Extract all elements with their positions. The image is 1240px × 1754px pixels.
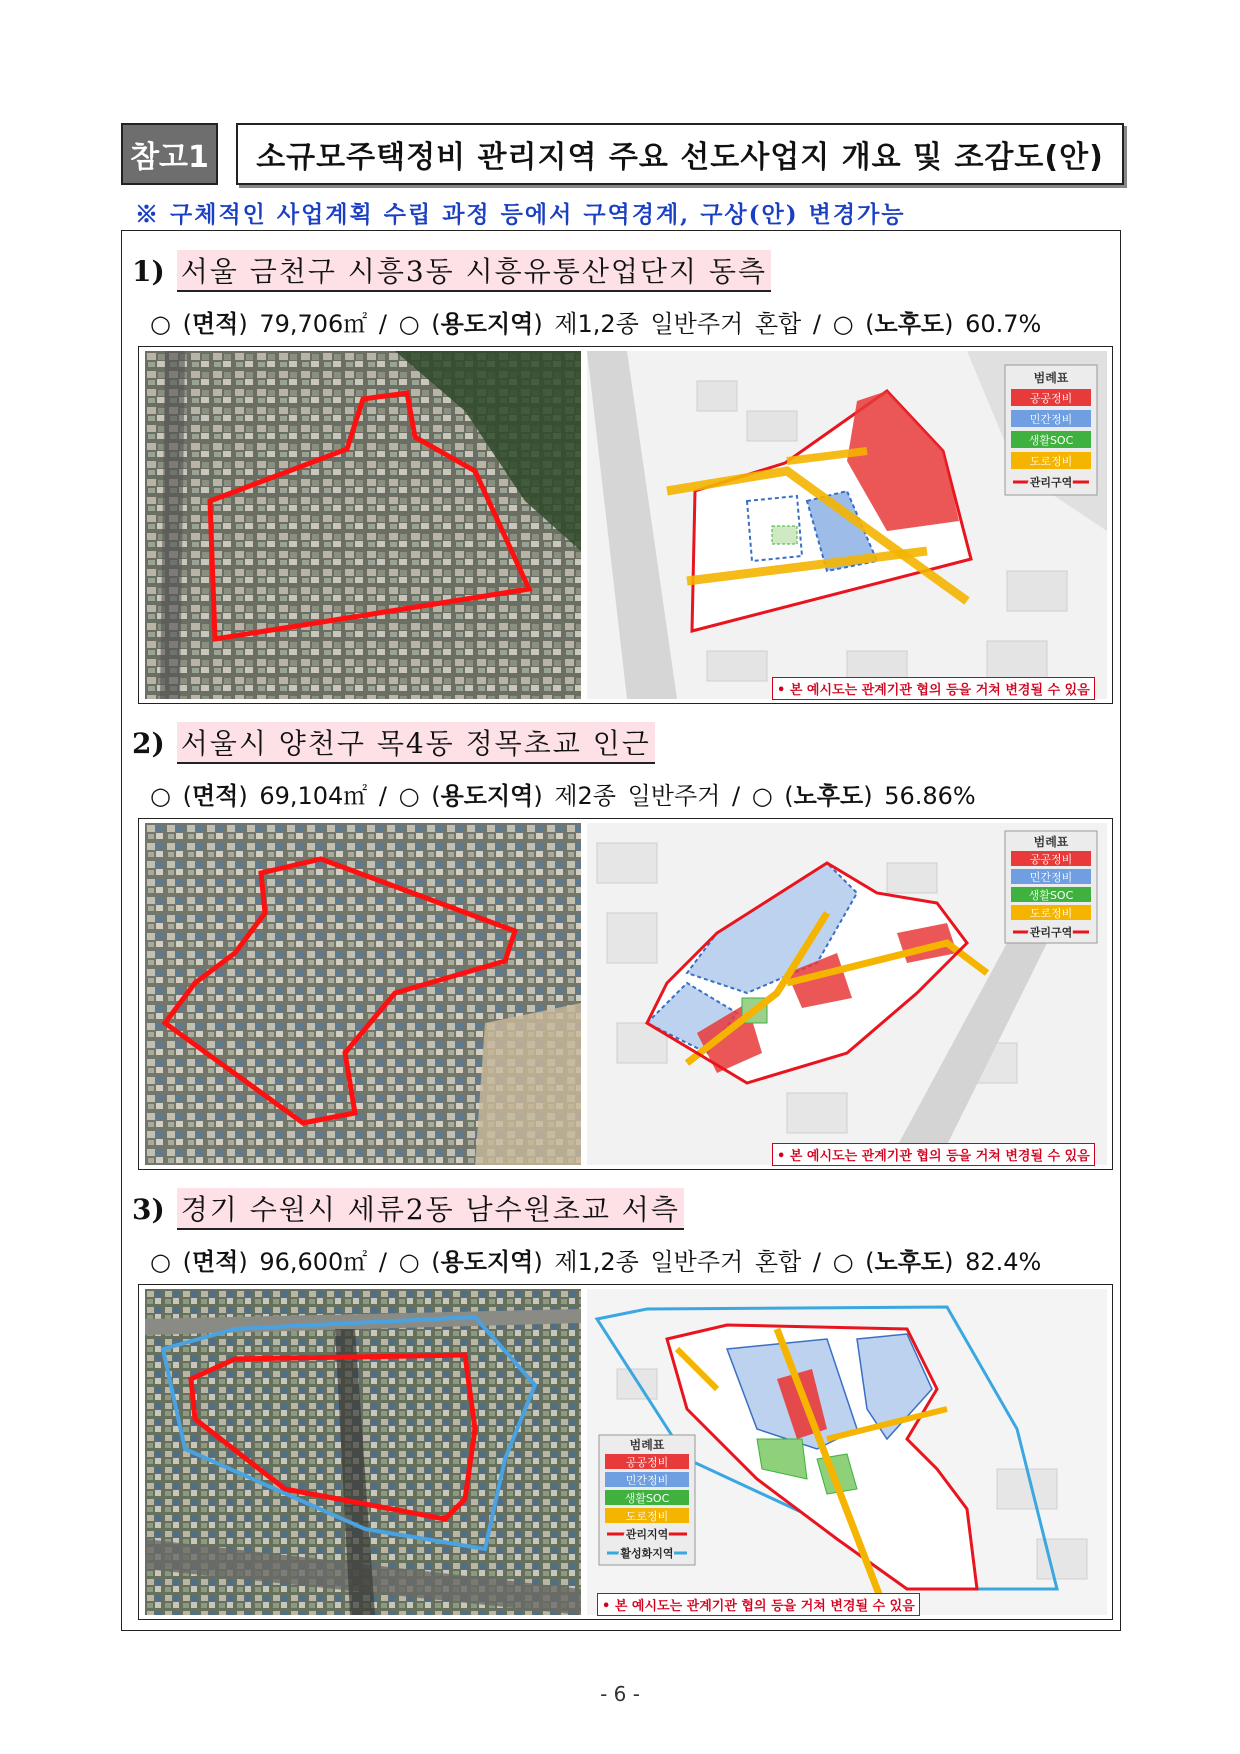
svg-text:공공정비: 공공정비: [1029, 853, 1073, 866]
decay-value: 60.7%: [965, 310, 1042, 338]
site-3-info: ○ (면적) 96,600㎡ / ○ (용도지역) 제1,2종 일반주거 혼합 / ○ (노후도) 82.4%: [150, 1248, 1042, 1276]
zone-value: 제1,2종 일반주거 혼합: [554, 1248, 802, 1276]
site-2-info: ○ (면적) 69,104㎡ / ○ (용도지역) 제2종 일반주거 / ○ (노후도) 56.86%: [150, 782, 976, 810]
svg-text:범례표: 범례표: [1033, 835, 1069, 849]
living-soc-area: [772, 526, 797, 544]
site-2-title: [132, 722, 655, 764]
site-3-legend: [599, 1435, 695, 1565]
svg-text:범례표: 범례표: [629, 1438, 665, 1452]
site-2-aerial-photo: [145, 823, 581, 1165]
site-1-title: [132, 250, 771, 292]
svg-text:공공정비: 공공정비: [1029, 392, 1073, 405]
area-value: 96,600㎡: [259, 1248, 368, 1276]
site-number: 3): [132, 1192, 165, 1226]
site-name: 서울 금천구 시흥3동 시흥유통산업단지 동측: [177, 250, 771, 292]
zone-label: 용도지역: [440, 310, 534, 338]
site-1-caption: • 본 예시도는 관계기관 협의 등을 거쳐 변경될 수 있음: [772, 677, 1095, 700]
decay-label: 노후도: [874, 1248, 945, 1276]
area-label: 면적: [191, 1248, 239, 1276]
site-1-aerial-photo: [145, 351, 581, 699]
page-number: - 6 -: [600, 1682, 640, 1706]
svg-text:공공정비: 공공정비: [625, 1456, 669, 1469]
site-1-legend: [1005, 365, 1097, 495]
site-3-caption: • 본 예시도는 관계기관 협의 등을 거쳐 변경될 수 있음: [597, 1593, 920, 1616]
zone-value: 제1,2종 일반주거 혼합: [554, 310, 802, 338]
zone-value: 제2종 일반주거: [554, 782, 721, 810]
svg-text:생활SOC: 생활SOC: [1028, 434, 1074, 447]
svg-text:도로정비: 도로정비: [1029, 907, 1073, 920]
site-1-info: ○ (면적) 79,706㎡ / ○ (용도지역) 제1,2종 일반주거 혼합 / ○ (노후도) 60.7%: [150, 310, 1042, 338]
site-name: 서울시 양천구 목4동 정목초교 인근: [177, 722, 655, 764]
area-label: 면적: [191, 310, 239, 338]
site-2-plan-diagram: [587, 823, 1107, 1165]
decay-value: 82.4%: [965, 1248, 1042, 1276]
svg-text:범례표: 범례표: [1033, 371, 1069, 385]
site-number: 1): [132, 254, 165, 288]
decay-value: 56.86%: [884, 782, 976, 810]
svg-text:관리지역: 관리지역: [625, 1528, 669, 1541]
site-1-images: [138, 346, 1113, 704]
svg-text:관리구역: 관리구역: [1029, 926, 1073, 939]
svg-text:관리구역: 관리구역: [1029, 476, 1073, 489]
site-1-plan-diagram: [587, 351, 1107, 699]
svg-text:생활SOC: 생활SOC: [1028, 889, 1074, 902]
site-3-plan-diagram: [587, 1289, 1107, 1615]
site-number: 2): [132, 726, 165, 760]
notice-text: ※ 구체적인 사업계획 수립 과정 등에서 구역경계, 구상(안) 변경가능: [135, 201, 906, 228]
svg-text:민간정비: 민간정비: [1029, 413, 1073, 426]
zone-label: 용도지역: [440, 1248, 534, 1276]
svg-text:민간정비: 민간정비: [625, 1474, 669, 1487]
svg-text:생활SOC: 생활SOC: [624, 1492, 670, 1505]
svg-text:민간정비: 민간정비: [1029, 871, 1073, 884]
site-2-legend: [1005, 831, 1097, 943]
site-3-images: [138, 1284, 1113, 1620]
svg-text:활성화지역: 활성화지역: [620, 1547, 674, 1560]
area-label: 면적: [191, 782, 239, 810]
site-3-title: [132, 1188, 684, 1230]
decay-label: 노후도: [874, 310, 945, 338]
zone-label: 용도지역: [440, 782, 534, 810]
site-2-caption: • 본 예시도는 관계기관 협의 등을 거쳐 변경될 수 있음: [772, 1143, 1095, 1166]
site-3-aerial-photo: [145, 1289, 581, 1615]
reference-badge: 참고1: [121, 123, 218, 185]
site-name: 경기 수원시 세류2동 남수원초교 서측: [177, 1188, 684, 1230]
site-2-images: [138, 818, 1113, 1170]
svg-text:도로정비: 도로정비: [1029, 455, 1073, 468]
area-value: 79,706㎡: [259, 310, 368, 338]
svg-text:도로정비: 도로정비: [625, 1510, 669, 1523]
document-title: 소규모주택정비 관리지역 주요 선도사업지 개요 및 조감도(안): [236, 123, 1124, 185]
area-value: 69,104㎡: [259, 782, 368, 810]
decay-label: 노후도: [793, 782, 864, 810]
